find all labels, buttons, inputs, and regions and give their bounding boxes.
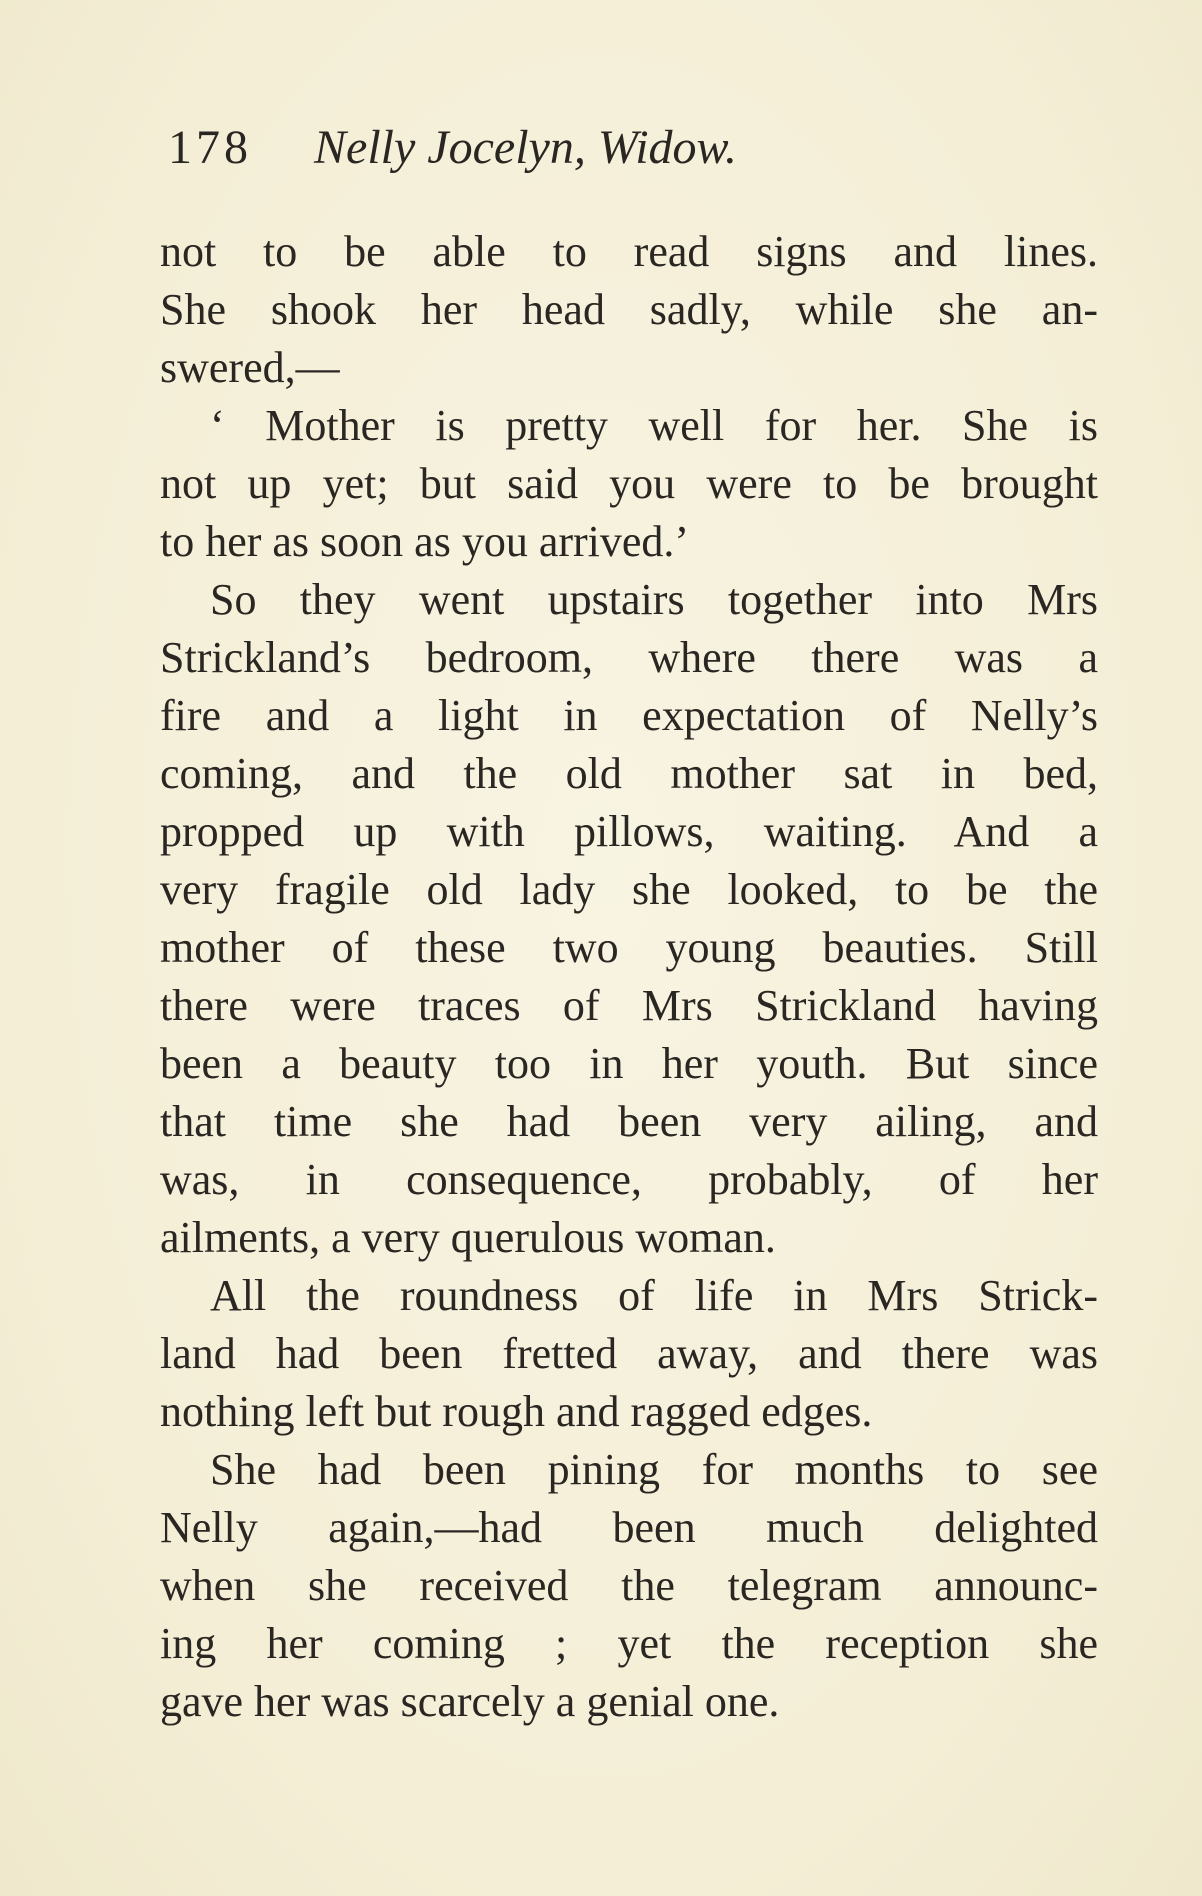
- text-line: fire and a light in expectation of Nelly’s: [160, 691, 1098, 740]
- page-number: 178: [168, 121, 252, 174]
- running-title: Nelly Jocelyn, Widow.: [314, 121, 737, 174]
- text-line: very fragile old lady she looked, to be the: [160, 865, 1098, 914]
- text-line: there were traces of Mrs Strickland having: [160, 981, 1098, 1030]
- text-line: propped up with pillows, waiting. And a: [160, 807, 1098, 856]
- body-text: [160, 223, 1098, 1731]
- running-head: [168, 118, 928, 178]
- text-line: land had been fretted away, and there was: [160, 1329, 1098, 1378]
- text-line: when she received the telegram announc-: [160, 1561, 1098, 1610]
- text-line: was, in consequence, probably, of her: [160, 1155, 1098, 1204]
- text-line: mother of these two young beauties. Still: [160, 923, 1098, 972]
- text-line: gave her was scarcely a genial one.: [160, 1677, 780, 1726]
- text-line: coming, and the old mother sat in bed,: [160, 749, 1098, 798]
- text-line: All the roundness of life in Mrs Strick-: [210, 1271, 1098, 1320]
- text-line: She had been pining for months to see: [210, 1445, 1098, 1494]
- text-line: nothing left but rough and ragged edges.: [160, 1387, 873, 1436]
- text-line: ‘ Mother is pretty well for her. She is: [210, 401, 1098, 450]
- text-line: swered,—: [160, 343, 340, 392]
- text-line: to her as soon as you arrived.’: [160, 517, 690, 566]
- text-line: that time she had been very ailing, and: [160, 1097, 1098, 1146]
- text-line: been a beauty too in her youth. But since: [160, 1039, 1098, 1088]
- text-line: not to be able to read signs and lines.: [160, 227, 1098, 276]
- text-line: So they went upstairs together into Mrs: [210, 575, 1098, 624]
- text-line: She shook her head sadly, while she an-: [160, 285, 1098, 334]
- text-line: not up yet; but said you were to be brought: [160, 459, 1098, 508]
- text-line: ing her coming ; yet the reception she: [160, 1619, 1098, 1668]
- text-line: Nelly again,—had been much delighted: [160, 1503, 1098, 1552]
- text-line: ailments, a very querulous woman.: [160, 1213, 776, 1262]
- text-line: Strickland’s bedroom, where there was a: [160, 633, 1098, 682]
